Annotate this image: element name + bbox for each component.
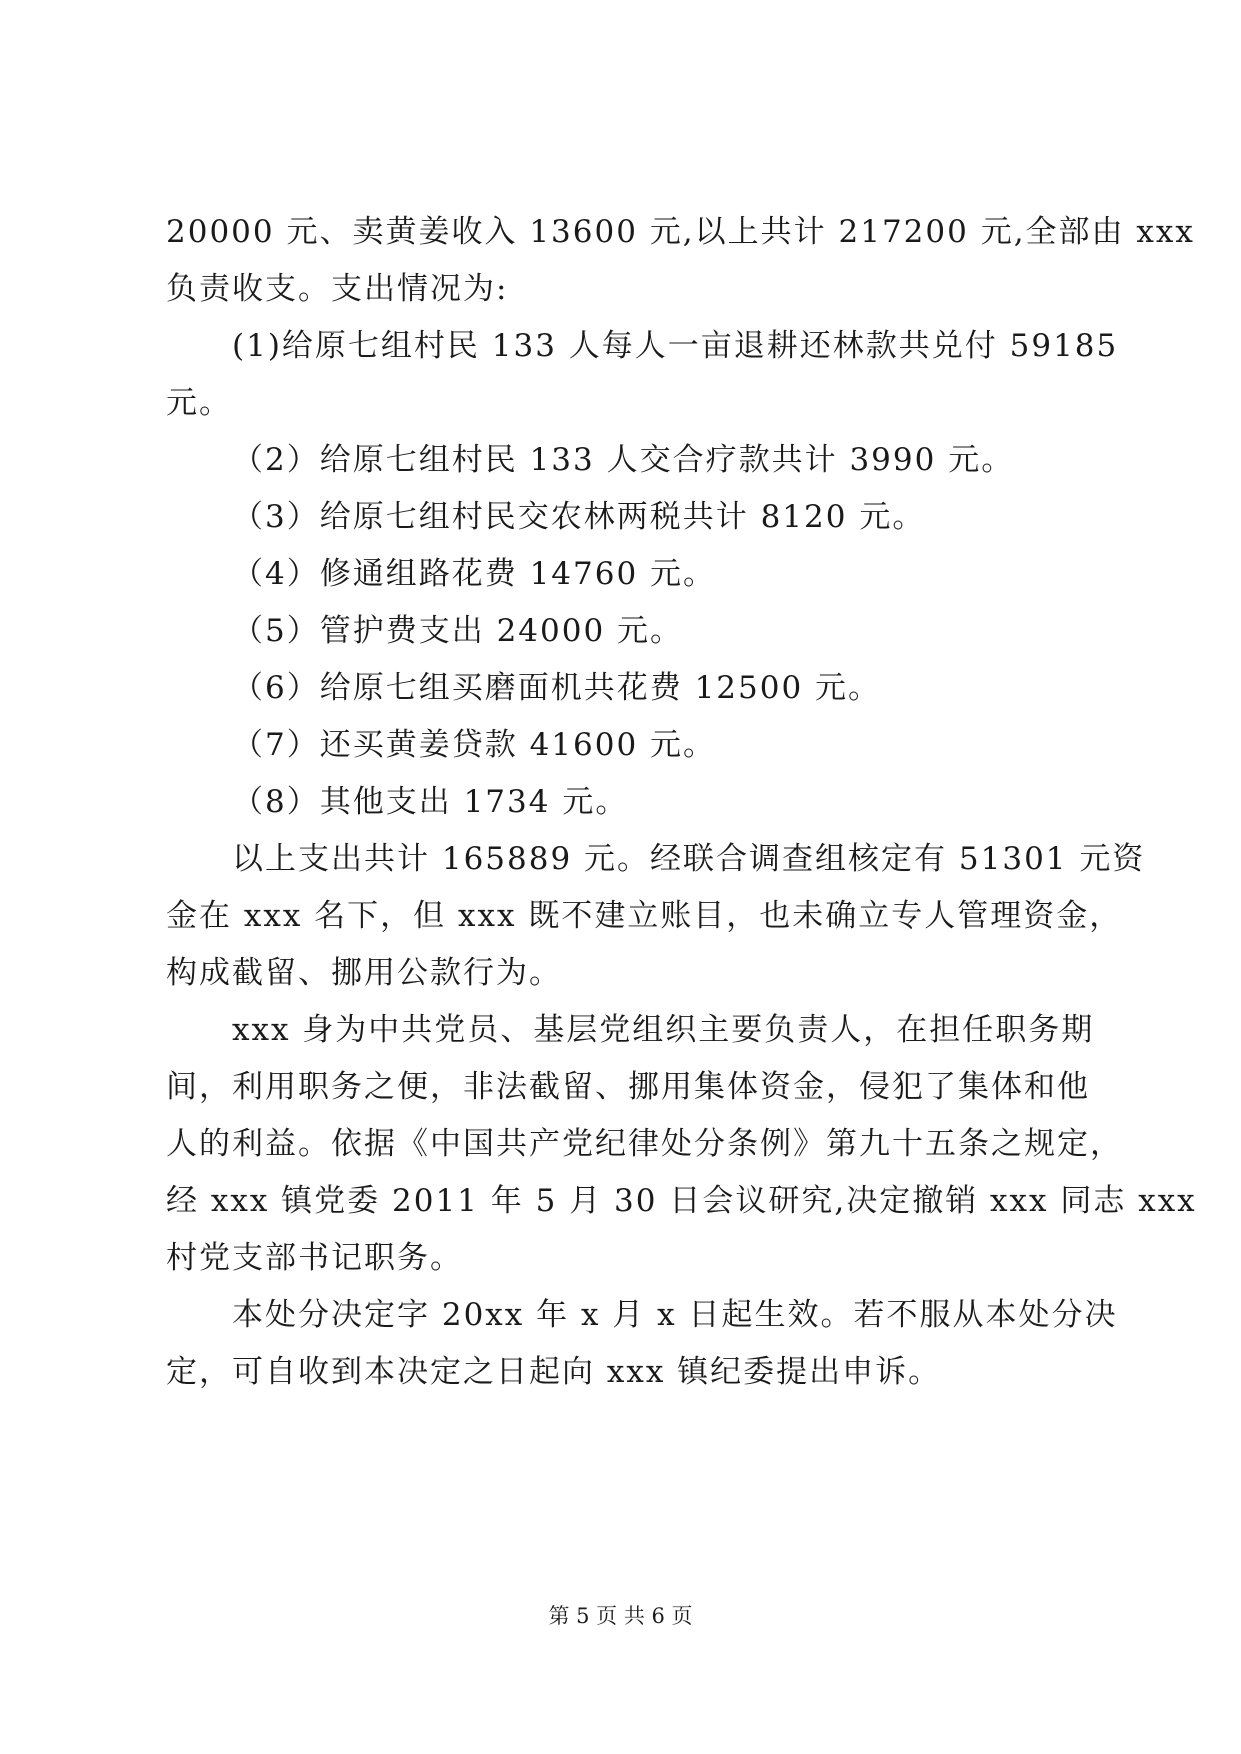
body-line: 经 xxx 镇党委 2011 年 5 月 30 日会议研究,决定撤销 xxx 同志 xxx bbox=[166, 1183, 1197, 1219]
body-line: 定，可自收到本决定之日起向 xxx 镇纪委提出申诉。 bbox=[166, 1354, 942, 1390]
body-line: 金在 xxx 名下，但 xxx 既不建立账目，也未确立专人管理资金， bbox=[166, 898, 1123, 934]
list-item: （4）修通组路花费 14760 元。 bbox=[232, 556, 717, 592]
list-item: (1)给原七组村民 133 人每人一亩退耕还林款共兑付 59185 bbox=[232, 328, 1119, 364]
paragraph-line: 本处分决定字 20xx 年 x 月 x 日起生效。若不服从本处分决 bbox=[232, 1297, 1118, 1333]
paragraph-line: 以上支出共计 165889 元。经联合调查组核定有 51301 元资 bbox=[232, 841, 1146, 877]
body-line: 人的利益。依据《中国共产党纪律处分条例》第九十五条之规定， bbox=[166, 1126, 1123, 1162]
body-line: 村党支部书记职务。 bbox=[166, 1240, 463, 1276]
list-item: （8）其他支出 1734 元。 bbox=[232, 784, 629, 820]
list-item: （7）还买黄姜贷款 41600 元。 bbox=[232, 727, 717, 763]
body-line: 构成截留、挪用公款行为。 bbox=[166, 955, 562, 991]
body-line: 负责收支。支出情况为: bbox=[166, 271, 509, 307]
body-line: 20000 元、卖黄姜收入 13600 元,以上共计 217200 元,全部由 xxx bbox=[166, 214, 1195, 250]
body-line: 间，利用职务之便，非法截留、挪用集体资金，侵犯了集体和他 bbox=[166, 1069, 1090, 1105]
list-item: （2）给原七组村民 133 人交合疗款共计 3990 元。 bbox=[232, 442, 1015, 478]
body-line: 元。 bbox=[166, 385, 232, 421]
list-item: （6）给原七组买磨面机共花费 12500 元。 bbox=[232, 670, 882, 706]
paragraph-line: xxx 身为中共党员、基层党组织主要负责人，在担任职务期 bbox=[232, 1012, 1095, 1048]
page-number-footer: 第 5 页 共 6 页 bbox=[548, 1604, 693, 1628]
list-item: （3）给原七组村民交农林两税共计 8120 元。 bbox=[232, 499, 926, 535]
list-item: （5）管护费支出 24000 元。 bbox=[232, 613, 684, 649]
